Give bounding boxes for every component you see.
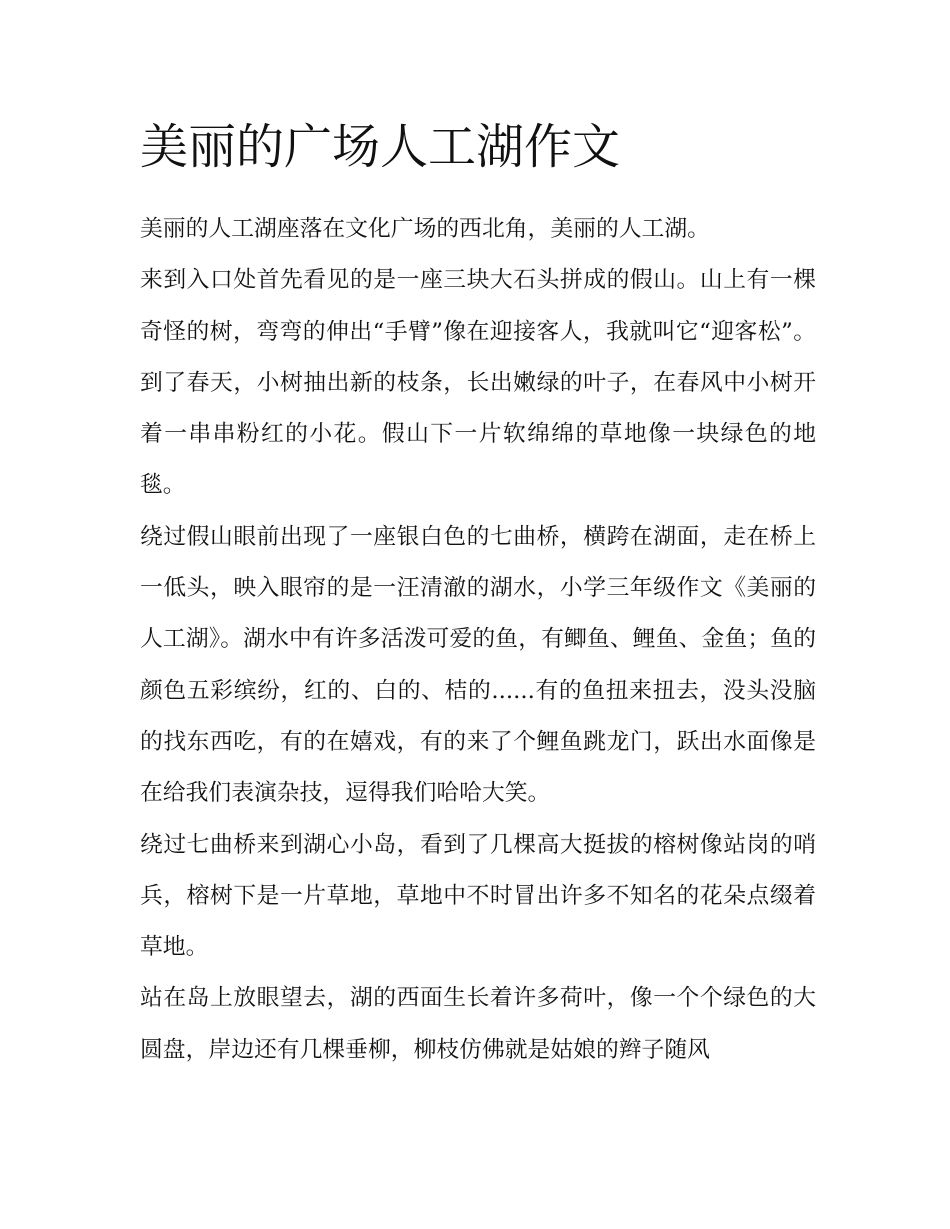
paragraph-bridge: 绕过假山眼前出现了一座银白色的七曲桥，横跨在湖面，走在桥上一低头，映入眼帘的是一汪清澈的湖水，小学三年级作文《美丽的人工湖》。湖水中有许多活泼可爱的鱼，有鲫鱼、鲤鱼、金鱼；鱼的颜色五彩缤纷，红的、白的、桔的......有的鱼扭来扭去，没头没脑的找东西吃，有的在嬉戏，有的来了个鲤鱼跳龙门，跃出水面像是在给我们表演杂技，逗得我们哈哈大笑。 [140, 523, 816, 807]
paragraph-intro: 美丽的人工湖座落在文化广场的西北角，美丽的人工湖。 [140, 216, 710, 242]
document-title: 美丽的广场人工湖作文 [140, 119, 621, 175]
paragraph-island: 绕过七曲桥来到湖心小岛，看到了几棵高大挺拔的榕树像站岗的哨兵，榕树下是一片草地，草地中不时冒出许多不知名的花朵点缀着草地。 [140, 831, 816, 961]
document-page [140, 108, 816, 1076]
paragraph-lotus: 站在岛上放眼望去，湖的西面生长着许多荷叶，像一个个绿色的大圆盘，岸边还有几棵垂柳，柳枝仿佛就是姑娘的辫子随风 [140, 985, 816, 1063]
paragraph-rockery: 来到入口处首先看见的是一座三块大石头拼成的假山。山上有一棵奇怪的树，弯弯的伸出“手臂”像在迎接客人，我就叫它“迎客松”。到了春天，小树抽出新的枝条，长出嫩绿的叶子，在春风中小树开着一串串粉红的小花。假山下一片软绵绵的草地像一块绿色的地毯。 [140, 267, 816, 499]
